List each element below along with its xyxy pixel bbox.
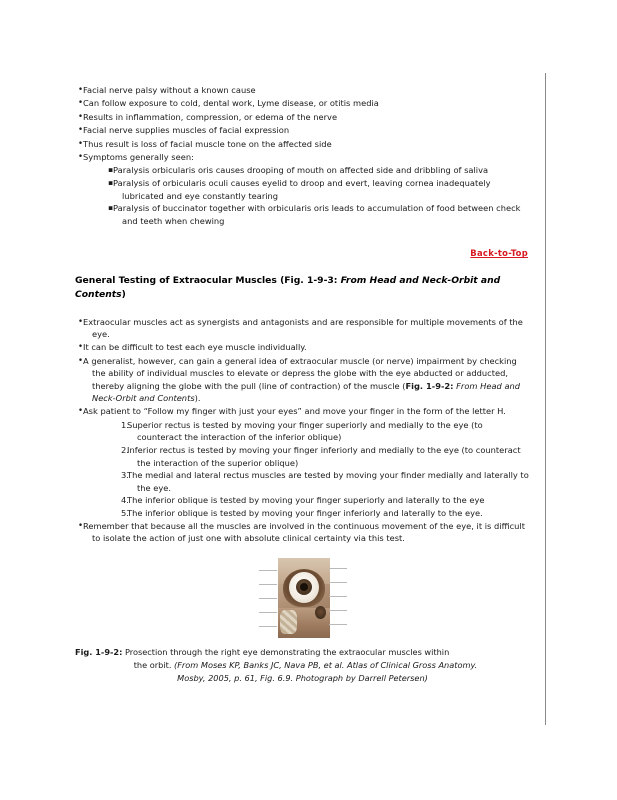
page-title xyxy=(75,274,525,301)
list-item: The inferior oblique is tested by moving your finger superiorly and laterally to the eye xyxy=(127,495,485,506)
list-item: • Thus result is loss of facial muscle tone on the affected side xyxy=(75,138,530,150)
facial-nerve-palsy-list xyxy=(75,84,530,163)
heading-text-trail: ) xyxy=(121,289,126,300)
caption-text-2: the orbit. xyxy=(133,660,175,670)
heading-text-lead: General Testing of Extraocular Muscles (Fig. 1-9-3: xyxy=(75,275,341,287)
list-item: ▪ Paralysis of buccinator together with orbicularis oris leads to accumulation of food between check and teeth when chewing xyxy=(75,202,530,227)
list-item: Superior rectus is tested by moving your finger superiorly and medially to the eye (to counteract the interaction of the inferior oblique) xyxy=(127,419,483,443)
leader-lines-right xyxy=(328,558,348,638)
photo-nostril xyxy=(315,606,326,619)
list-item: The medial and lateral rectus muscles are tested by moving your finder medially and laterally to the eye. xyxy=(127,470,529,493)
prosection-right-eye-photograph xyxy=(258,558,348,638)
caption-source-2: (From Moses KP, Banks JC, Nava PB, et al. Atlas of Clinical Gross Anatomy. xyxy=(174,660,478,670)
remember-note-list xyxy=(75,520,530,545)
list-item: • Facial nerve supplies muscles of facial expression xyxy=(75,124,530,136)
figure-block xyxy=(75,558,530,684)
right-margin-rule xyxy=(545,73,546,725)
figure-number-label: Fig. 1-9-2: xyxy=(75,647,123,658)
list-item: ▪ Paralysis orbicularis oris causes drooping of mouth on affected side and dribbling of saliva xyxy=(75,164,530,177)
back-to-top-row xyxy=(75,241,530,260)
extraocular-testing-list xyxy=(75,316,530,418)
caption-line-3: Mosby, 2005, p. 61, Fig. 6.9. Photograph by Darrell Petersen) xyxy=(177,672,428,683)
photo-pupil xyxy=(300,583,308,591)
figure-caption xyxy=(75,646,530,684)
list-item: • Facial nerve palsy without a known cause xyxy=(75,84,530,96)
muscle-testing-steps xyxy=(75,419,530,520)
list-item: • Results in inflammation, compression, or edema of the nerve xyxy=(75,111,530,123)
figure-reference-italic: From Head and Neck-Orbit and Contents xyxy=(92,380,521,404)
list-item: • Can follow exposure to cold, dental work, Lyme disease, or otitis media xyxy=(75,97,530,109)
list-item: ▪ Paralysis of orbicularis oculi causes eyelid to droop and evert, leaving cornea inadequately lubricated and eye constantly tearing xyxy=(75,177,530,202)
spacer xyxy=(75,227,530,241)
list-item: • Extraocular muscles act as synergists and antagonists and are responsible for multiple movements of the eye. xyxy=(75,316,530,341)
list-item: • Ask patient to “Follow my finger with just your eyes” and move your finger in the form of the letter H. xyxy=(75,405,530,417)
heading-source-italic: From Head and Neck-Orbit and Contents xyxy=(75,275,501,300)
document-content xyxy=(75,84,530,684)
caption-line-1 xyxy=(75,646,530,659)
caption-text-1: Prosection through the right eye demonstrating the extraocular muscles within xyxy=(122,647,450,658)
caption-line-2 xyxy=(75,659,530,672)
list-item: • It can be difficult to test each eye muscle individually. xyxy=(75,341,530,353)
back-to-top-link[interactable]: Back-to-Top xyxy=(470,248,528,259)
spacer xyxy=(75,302,530,316)
photo-bone-detail xyxy=(280,610,297,634)
figure-reference-bold: Fig. 1-9-2: xyxy=(405,380,454,391)
leader-lines-left xyxy=(258,558,278,638)
bullet-text-lead: A generalist, however, can gain a general idea of extraocular muscle (or nerve) impairment by checking the ability of individual muscles to elevate or depress the globe with the eye abducted or adducted, thereby aligning the globe with the pull (line of contraction) of the muscle ( xyxy=(83,355,517,391)
list-item: The inferior oblique is tested by moving your finger inferiorly and laterally to the eye. xyxy=(127,508,483,518)
list-item: Inferior rectus is tested by moving your finger inferiorly and medially to the eye (to counteract the interaction of the superior oblique) xyxy=(127,445,521,468)
list-item: • Remember that because all the muscles are involved in the continuous movement of the eye, it is difficult to isolate the action of just one with absolute clinical certainty via this test. xyxy=(75,520,530,545)
list-item xyxy=(75,355,530,405)
bullet-text-trail: ). xyxy=(194,393,201,404)
list-item: • Symptoms generally seen: xyxy=(75,151,530,163)
spacer xyxy=(75,260,530,274)
symptoms-sublist xyxy=(75,164,530,227)
photo-plate xyxy=(278,558,330,638)
